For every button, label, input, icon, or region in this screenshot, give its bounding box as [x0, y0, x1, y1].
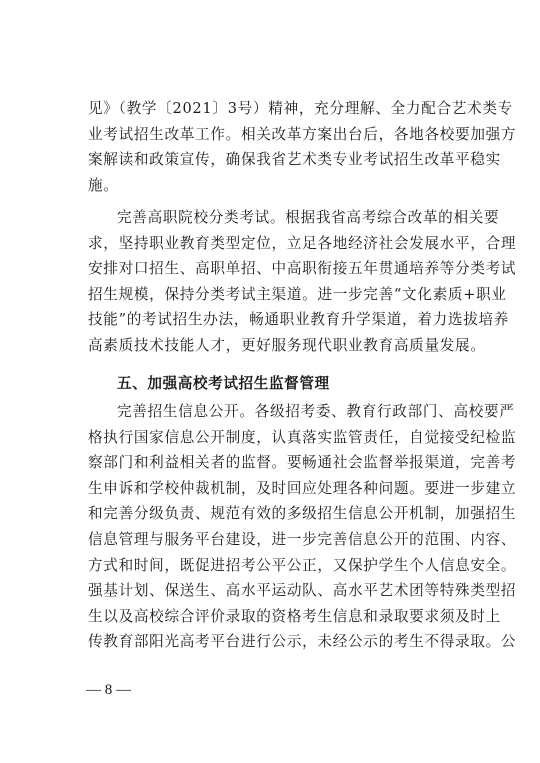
text-line: 安排对口招生、高职单招、中高职衔接五年贯通培养等分类考试: [88, 260, 517, 278]
text-line: 生以及高校综合评价录取的资格考生信息和录取要求须及时上: [88, 607, 501, 625]
text-line: 案解读和政策宣传，确保我省艺术类专业考试招生改革平稳实: [88, 151, 501, 169]
paragraph-3: [88, 399, 517, 655]
text-line: 格执行国家信息公开制度，认真落实监管责任，自觉接受纪检监: [88, 428, 517, 446]
text-line: 完善招生信息公开。各级招考委、教育行政部门、高校要严: [117, 403, 515, 420]
text-line: 信息管理与服务平台建设，进一步完善信息公开的范围、内容、: [88, 530, 517, 548]
text-line: 生申诉和学校仲裁机制，及时回应处理各种问题。要进一步建立: [88, 479, 517, 497]
text-line: 和完善分级负责、规范有效的多级招生信息公开机制，加强招生: [88, 505, 517, 523]
text-line: 业考试招生改革工作。相关改革方案出台后，各地各校要加强方: [88, 125, 517, 143]
page-number: — 8 —: [86, 682, 131, 698]
text-line: 见》（教学〔2021〕3号）精神，充分理解、全力配合艺术类专: [88, 100, 513, 117]
text-line: 强基计划、保送生、高水平运动队、高水平艺术团等特殊类型招: [88, 582, 517, 600]
paragraph-2: [88, 205, 517, 359]
text-line: 完善高职院校分类考试。根据我省高考综合改革的相关要: [117, 209, 500, 226]
text-line: 高素质技术技能人才，更好服务现代职业教育高质量发展。: [88, 336, 486, 354]
paragraph-1: [88, 96, 517, 198]
section-heading: 五、加强高校考试招生监督管理: [117, 375, 330, 392]
text-line: 察部门和利益相关者的监督。要畅通社会监督举报渠道，完善考: [88, 454, 517, 472]
text-line: 求，坚持职业教育类型定位，立足各地经济社会发展水平，合理: [88, 234, 517, 252]
text-line: 方式和时间，既促进招考公平公正，又保护学生个人信息安全。: [88, 556, 517, 574]
text-line: 招生规模，保持分类考试主渠道。进一步完善“文化素质+职业: [88, 285, 507, 303]
text-line: 传教育部阳光高考平台进行公示，未经公示的考生不得录取。公: [88, 633, 517, 651]
text-line: 技能”的考试招生办法，畅通职业教育升学渠道，着力选拔培养: [88, 311, 510, 329]
text-line: 施。: [88, 176, 119, 194]
